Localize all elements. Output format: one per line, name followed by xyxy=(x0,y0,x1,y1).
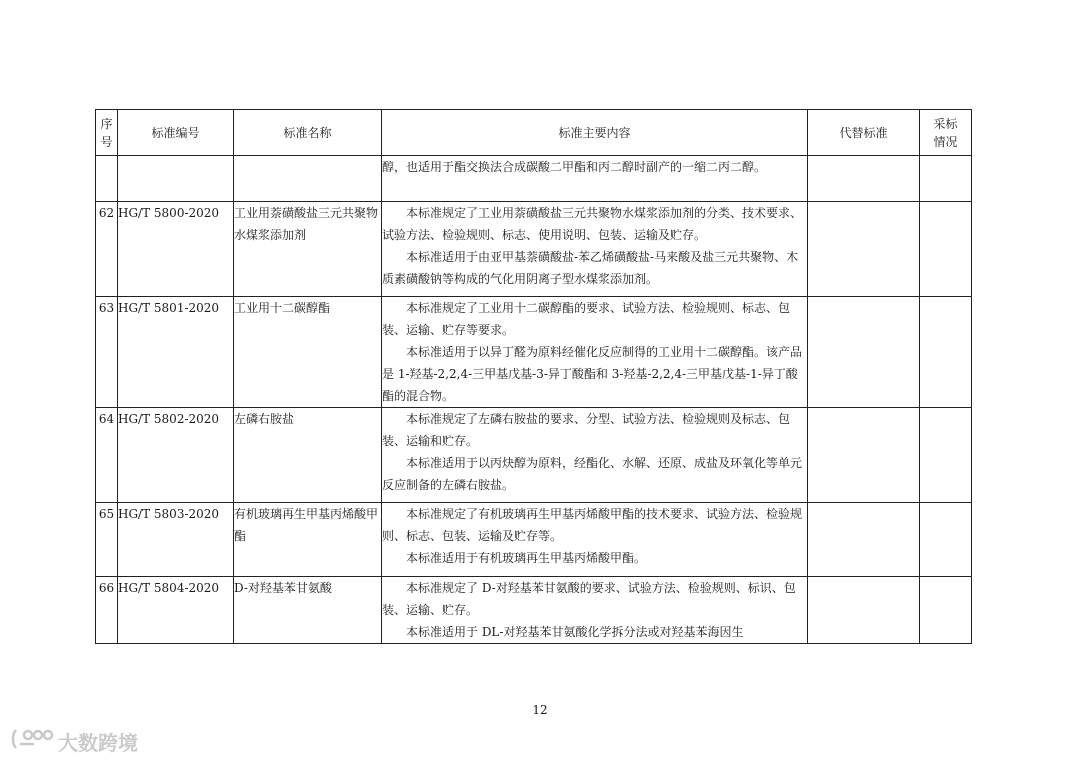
content-paragraph: 本标准适用于以异丁醛为原料经催化反应制得的工业用十二碳醇酯。该产品是 1-羟基-2,2,4-三甲基戊基-3-异丁酸酯和 3-羟基-2,2,4-三甲基戊基-1-异丁酸酯的混合物。 xyxy=(382,345,803,403)
content-paragraph: 本标准适用于有机玻璃再生甲基丙烯酸甲酯。 xyxy=(406,551,647,565)
row-status xyxy=(920,503,972,577)
header-status: 采标情况 xyxy=(920,110,972,156)
row-replace xyxy=(808,408,920,503)
header-name: 标准名称 xyxy=(234,110,382,156)
row-name: D-对羟基苯甘氨酸 xyxy=(234,577,382,644)
row-status xyxy=(920,577,972,644)
row-code: HG/T 5804-2020 xyxy=(118,577,234,644)
row-replace xyxy=(808,577,920,644)
brand-logo-icon xyxy=(10,726,54,757)
header-replace: 代替标准 xyxy=(808,110,920,156)
row-content xyxy=(382,577,808,644)
content-paragraph: 本标准规定了左磷右胺盐的要求、分型、试验方法、检验规则及标志、包装、运输和贮存。 xyxy=(382,412,791,448)
table-body xyxy=(96,156,972,644)
row-replace xyxy=(808,156,920,202)
table-row xyxy=(96,577,972,644)
row-code: HG/T 5802-2020 xyxy=(118,408,234,503)
content-paragraph: 醇，也适用于酯交换法合成碳酸二甲酯和丙二醇时副产的一缩二丙二醇。 xyxy=(382,160,767,174)
row-name: 左磷右胺盐 xyxy=(234,408,382,503)
row-name: 工业用十二碳醇酯 xyxy=(234,297,382,408)
row-code: HG/T 5800-2020 xyxy=(118,202,234,297)
row-seq: 65 xyxy=(96,503,118,577)
watermark-text: 大数跨境 xyxy=(58,731,138,755)
content-paragraph: 本标准规定了工业用十二碳醇酯的要求、试验方法、检验规则、标志、包装、运输、贮存等要求。 xyxy=(382,301,791,337)
table-row xyxy=(96,408,972,503)
page-number: 12 xyxy=(532,703,548,717)
content-paragraph: 本标准规定了工业用萘磺酸盐三元共聚物水煤浆添加剂的分类、技术要求、试验方法、检验规则、标志、使用说明、包装、运输及贮存。 xyxy=(382,206,803,242)
content-paragraph: 本标准适用于由亚甲基萘磺酸盐-苯乙烯磺酸盐-马来酸及盐三元共聚物、木质素磺酸钠等构成的气化用阴离子型水煤浆添加剂。 xyxy=(382,250,799,286)
content-paragraph: 本标准规定了 D-对羟基苯甘氨酸的要求、试验方法、检验规则、标识、包装、运输、贮存。 xyxy=(382,581,796,617)
row-replace xyxy=(808,503,920,577)
row-seq: 62 xyxy=(96,202,118,297)
row-seq: 66 xyxy=(96,577,118,644)
standards-table xyxy=(95,109,972,644)
header-code: 标准编号 xyxy=(118,110,234,156)
row-code: HG/T 5801-2020 xyxy=(118,297,234,408)
row-content xyxy=(382,202,808,297)
row-code: HG/T 5803-2020 xyxy=(118,503,234,577)
row-content xyxy=(382,503,808,577)
row-name xyxy=(234,156,382,202)
watermark xyxy=(10,726,138,757)
row-content xyxy=(382,408,808,503)
row-status xyxy=(920,156,972,202)
table-row xyxy=(96,297,972,408)
content-paragraph: 本标准适用于 DL-对羟基苯甘氨酸化学拆分法或对羟基苯海因生 xyxy=(406,625,744,639)
row-code xyxy=(118,156,234,202)
header-seq: 序号 xyxy=(96,110,118,156)
header-content: 标准主要内容 xyxy=(382,110,808,156)
row-status xyxy=(920,297,972,408)
row-name: 工业用萘磺酸盐三元共聚物水煤浆添加剂 xyxy=(234,202,382,297)
row-name: 有机玻璃再生甲基丙烯酸甲酯 xyxy=(234,503,382,577)
table-row xyxy=(96,503,972,577)
row-status xyxy=(920,408,972,503)
row-content xyxy=(382,297,808,408)
row-seq: 63 xyxy=(96,297,118,408)
row-status xyxy=(920,202,972,297)
row-seq xyxy=(96,156,118,202)
table-row xyxy=(96,156,972,202)
row-content xyxy=(382,156,808,202)
table-row xyxy=(96,202,972,297)
row-seq: 64 xyxy=(96,408,118,503)
content-paragraph: 本标准规定了有机玻璃再生甲基丙烯酸甲酯的技术要求、试验方法、检验规则、标志、包装、运输及贮存等。 xyxy=(382,507,803,543)
row-replace xyxy=(808,202,920,297)
content-paragraph: 本标准适用于以丙炔醇为原料，经酯化、水解、还原、成盐及环氧化等单元反应制备的左磷右胺盐。 xyxy=(382,456,803,492)
row-replace xyxy=(808,297,920,408)
